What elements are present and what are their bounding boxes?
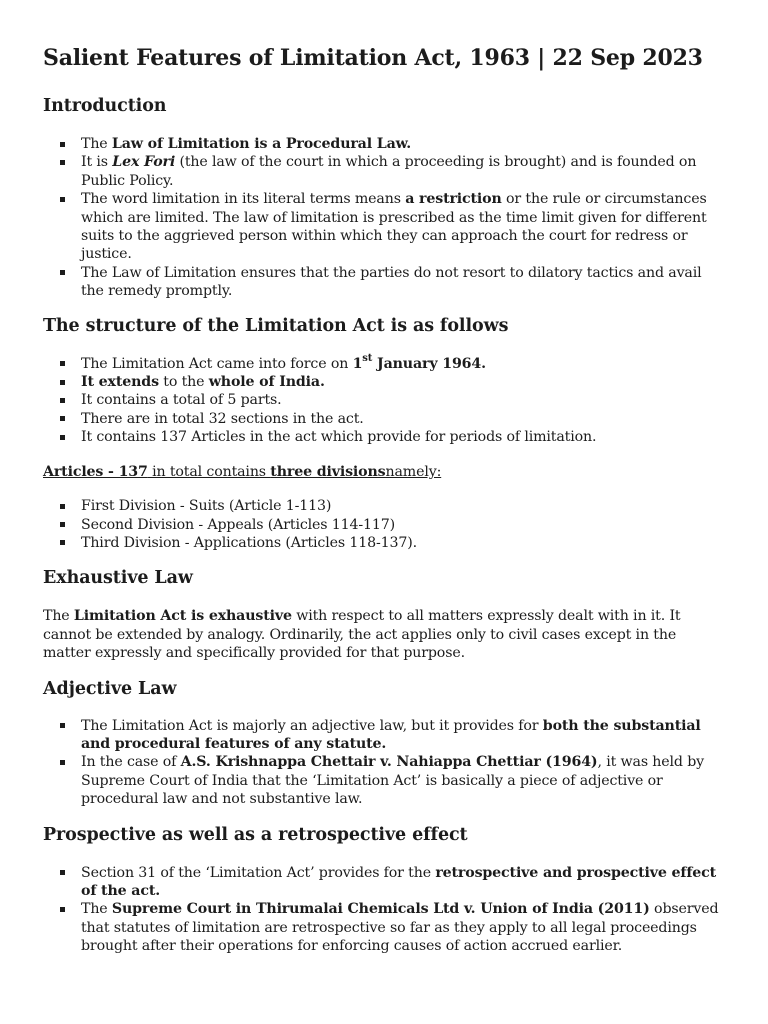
prospective-list (43, 864, 726, 956)
list-item: The Law of Limitation ensures that the parties do not resort to dilatory tactics and avail the remedy promptly. (81, 264, 726, 301)
list-item: The Limitation Act came into force on 1st January 1964. (81, 355, 726, 373)
heading-prospective-effect: Prospective as well as a retrospective effect (43, 824, 468, 845)
intro-list (43, 135, 726, 301)
list-item: Second Division - Appeals (Articles 114-117) (81, 516, 726, 534)
adjective-list (43, 717, 726, 809)
list-item: The Law of Limitation is a Procedural Law. (81, 135, 726, 153)
heading-introduction: Introduction (43, 96, 167, 116)
list-item: It is Lex Fori (the law of the court in which a proceeding is brought) and is founded on Public Policy. (81, 153, 726, 190)
list-item: In the case of A.S. Krishnappa Chettair v. Nahiappa Chettiar (1964), it was held by Supreme Court of India that the ‘Limitation Act’ is basically a piece of adjective or procedural law and not substantive law. (81, 753, 726, 808)
structure-list (43, 352, 726, 447)
list-item: Third Division - Applications (Articles 118-137). (81, 534, 726, 552)
list-item: Section 31 of the ‘Limitation Act’ provides for the retrospective and prospective effect of the act. (81, 864, 726, 901)
list-item: It contains a total of 5 parts. (81, 391, 726, 409)
heading-structure: The structure of the Limitation Act is as follows (43, 315, 509, 336)
heading-exhaustive-law: Exhaustive Law (43, 568, 193, 589)
heading-adjective-law: Adjective Law (43, 678, 177, 699)
list-item: There are in total 32 sections in the act. (81, 410, 726, 428)
list-item: The word limitation in its literal terms means a restriction or the rule or circumstances which are limited. The law of limitation is prescribed as the time limit given for different suits to the aggrieved person within which they can approach the court for redress or justice. (81, 190, 726, 264)
list-item: It contains 137 Articles in the act which provide for periods of limitation. (81, 428, 726, 446)
divisions-list (43, 497, 726, 552)
list-item: The Supreme Court in Thirumalai Chemicals Ltd v. Union of India (2011) observed that statutes of limitation are retrospective so far as they apply to all legal proceedings brought after their operations for enforcing causes of action accrued earlier. (81, 900, 726, 955)
exhaustive-paragraph: The Limitation Act is exhaustive with respect to all matters expressly dealt with in it. It cannot be extended by analogy. Ordinarily, the act applies only to civil cases except in the matter expressly and specifically provided for that purpose. (43, 608, 681, 662)
list-item: The Limitation Act is majorly an adjective law, but it provides for both the substantial and procedural features of any statute. (81, 717, 726, 754)
list-item: First Division - Suits (Article 1-113) (81, 497, 726, 515)
articles-paragraph: Articles - 137 in total contains three divisionsnamely: (43, 463, 442, 480)
list-item: It extends to the whole of India. (81, 373, 726, 391)
page-title: Salient Features of Limitation Act, 1963 | 22 Sep 2023 (43, 45, 703, 71)
